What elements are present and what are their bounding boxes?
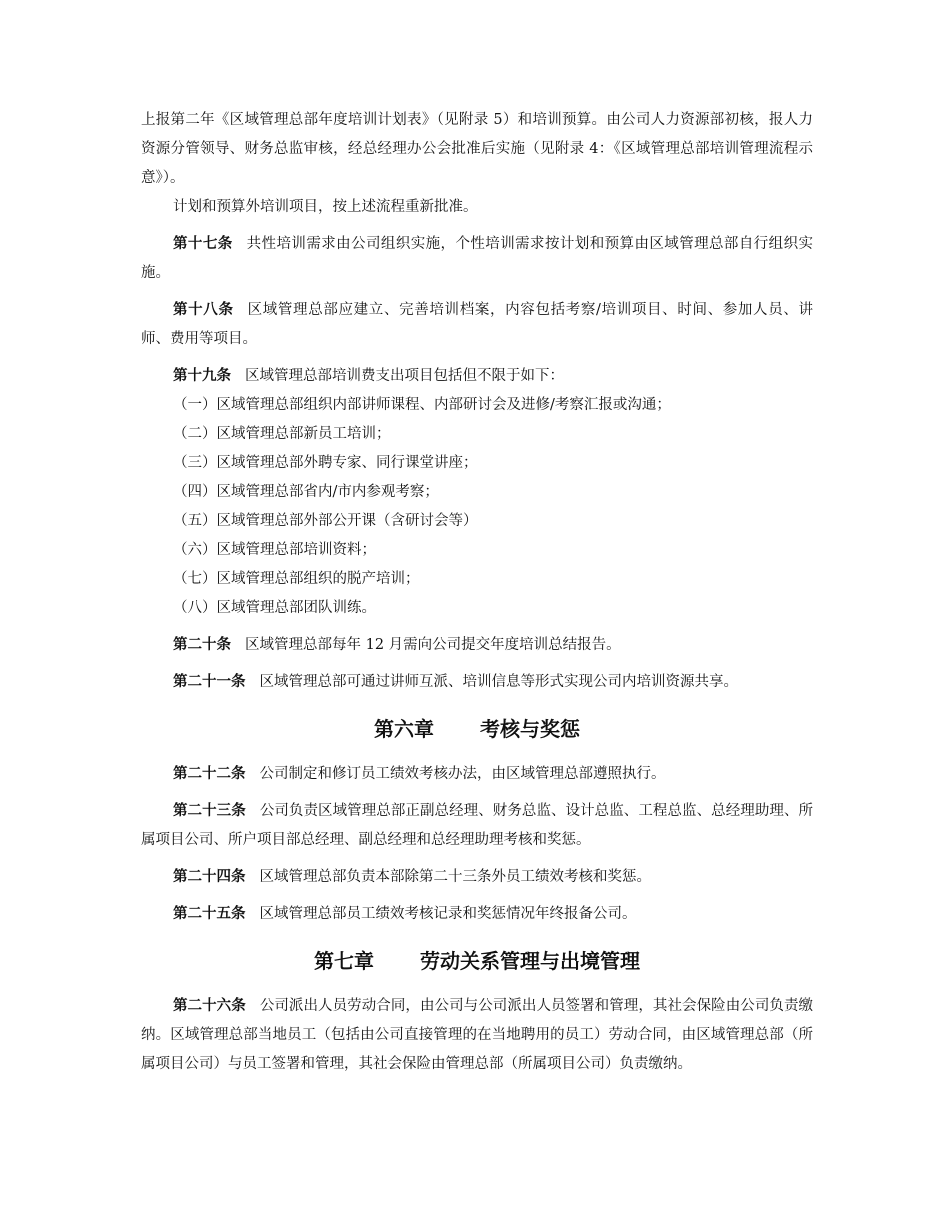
article-23	[141, 796, 813, 855]
list-item: （一）区域管理总部组织内部讲师课程、内部研讨会及进修/考察汇报或沟通；	[173, 397, 671, 413]
article-18-title: 第十八条	[173, 301, 234, 318]
chapter-6-number: 第六章	[374, 717, 434, 741]
article-21-text: 区域管理总部可通过讲师互派、培训信息等形式实现公司内培训资源共享。	[259, 674, 738, 690]
article-17-text: 共性培训需求由公司组织实施，个性培训需求按计划和预算由区域管理总部自行组织实施。	[141, 236, 814, 281]
chapter-6-heading	[141, 713, 813, 745]
list-item: （六）区域管理总部培训资料；	[173, 542, 376, 558]
article-19	[141, 361, 813, 391]
article-22-text: 公司制定和修订员工绩效考核办法，由区域管理总部遵照执行。	[259, 766, 666, 782]
chapter-7-heading	[141, 945, 813, 977]
article-17	[141, 229, 813, 288]
article-17-title: 第十七条	[173, 235, 233, 252]
article-22	[141, 759, 813, 789]
paragraph-training-plan: 上报第二年《区域管理总部年度培训计划表》（见附录 5）和培训预算。由公司人力资源部初核，报人力资源分管领导、财务总监审核，经总经理办公会批准后实施（见附录 4：《区域管理总部培训管理流程示意》）。	[141, 112, 813, 186]
article-24-title: 第二十四条	[173, 868, 246, 885]
article-21-title: 第二十一条	[173, 673, 246, 690]
article-18	[141, 295, 813, 354]
article-26	[141, 991, 813, 1079]
article-26-text: 公司派出人员劳动合同，由公司与公司派出人员签署和管理，其社会保险由公司负责缴纳。区域管理总部当地员工（包括由公司直接管理的在当地聘用的员工）劳动合同，由区域管理总部（所属项目公司）与员工签署和管理，其社会保险由管理总部（所属项目公司）负责缴纳。	[141, 998, 814, 1072]
article-24	[141, 862, 813, 892]
list-item: （五）区域管理总部外部公开课（含研讨会等）	[173, 513, 478, 529]
article-21	[141, 667, 813, 697]
document-body	[141, 106, 813, 1079]
article-22-title: 第二十二条	[173, 765, 246, 782]
article-23-text: 公司负责区域管理总部正副总经理、财务总监、设计总监、工程总监、总经理助理、所属项目公司、所户项目部总经理、副总经理和总经理助理考核和奖惩。	[141, 803, 814, 848]
list-item: （七）区域管理总部组织的脱产培训；	[173, 571, 420, 587]
chapter-6-name: 考核与奖惩	[480, 717, 580, 741]
article-23-title: 第二十三条	[173, 802, 246, 819]
paragraph-extra-plan: 计划和预算外培训项目，按上述流程重新批准。	[173, 199, 478, 215]
list-item: （二）区域管理总部新员工培训；	[173, 426, 391, 442]
article-24-text: 区域管理总部负责本部除第二十三条外员工绩效考核和奖惩。	[259, 869, 651, 885]
article-19-list	[141, 391, 813, 623]
chapter-7-number: 第七章	[314, 949, 374, 973]
article-20	[141, 630, 813, 660]
article-25-text: 区域管理总部员工绩效考核记录和奖惩情况年终报备公司。	[259, 906, 637, 922]
article-18-text: 区域管理总部应建立、完善培训档案，内容包括考察/培训项目、时间、参加人员、讲师、费用等项目。	[141, 302, 814, 347]
article-25	[141, 899, 813, 929]
list-item: （三）区域管理总部外聘专家、同行课堂讲座；	[173, 455, 478, 471]
article-20-text: 区域管理总部每年 12 月需向公司提交年度培训总结报告。	[245, 637, 621, 653]
article-20-title: 第二十条	[173, 636, 231, 653]
article-19-text: 区域管理总部培训费支出项目包括但不限于如下：	[245, 368, 564, 384]
list-item: （八）区域管理总部团队训练。	[173, 600, 376, 616]
list-item: （四）区域管理总部省内/市内参观考察；	[173, 484, 439, 500]
chapter-7-name: 劳动关系管理与出境管理	[420, 949, 640, 973]
article-19-title: 第十九条	[173, 367, 231, 384]
article-25-title: 第二十五条	[173, 905, 246, 922]
article-26-title: 第二十六条	[173, 997, 246, 1014]
